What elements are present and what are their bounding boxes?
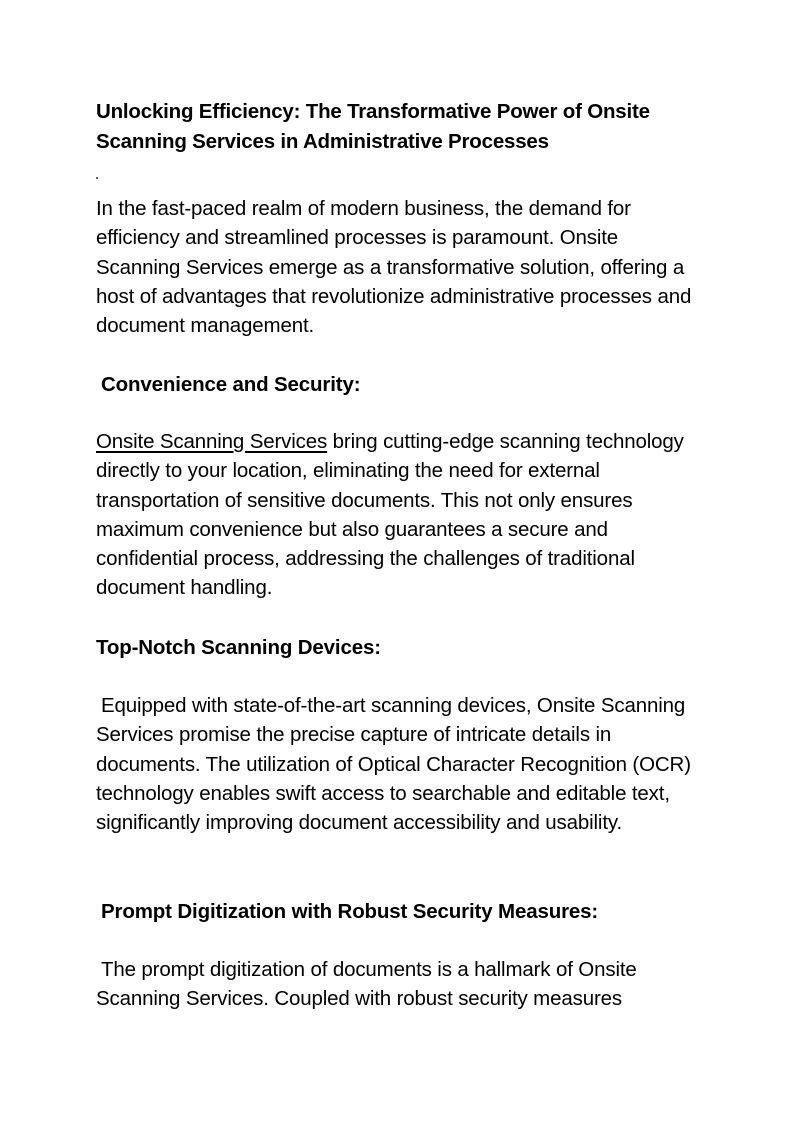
stray-mark <box>96 177 98 179</box>
section-heading-convenience: Convenience and Security: <box>101 373 361 396</box>
convenience-paragraph-text: bring cutting-edge scanning technology directly to your location, eliminating the need for external transportation of sensitive documents. This not only ensures maximum convenience but also guarantees a secure and confidential process, addressing the challenges of traditional document handling. <box>96 430 684 600</box>
intro-paragraph: In the fast-paced realm of modern business, the demand for efficiency and streamlined processes is paramount. Onsite Scanning Services emerge as a transformative solution, offering a host of advantages that revolutionize administrative processes and document management. <box>96 197 692 338</box>
convenience-paragraph <box>96 427 696 603</box>
devices-paragraph: Equipped with state-of-the-art scanning devices, Onsite Scanning Services promise the precise capture of intricate details in documents. The utilization of Optical Character Recognition (OCR) technology enables swift access to searchable and editable text, significantly improving document accessibility and usability. <box>96 694 691 835</box>
section-heading-digitization: Prompt Digitization with Robust Security Measures: <box>101 900 599 923</box>
section-heading-devices: Top-Notch Scanning Devices: <box>96 636 381 659</box>
document-title: Unlocking Efficiency: The Transformative Power of Onsite Scanning Services in Administrative Processes <box>96 100 650 153</box>
digitization-paragraph: The prompt digitization of documents is a hallmark of Onsite Scanning Services. Coupled with robust security measures <box>96 958 637 1011</box>
onsite-scanning-services-link[interactable]: Onsite Scanning Services <box>96 430 328 453</box>
